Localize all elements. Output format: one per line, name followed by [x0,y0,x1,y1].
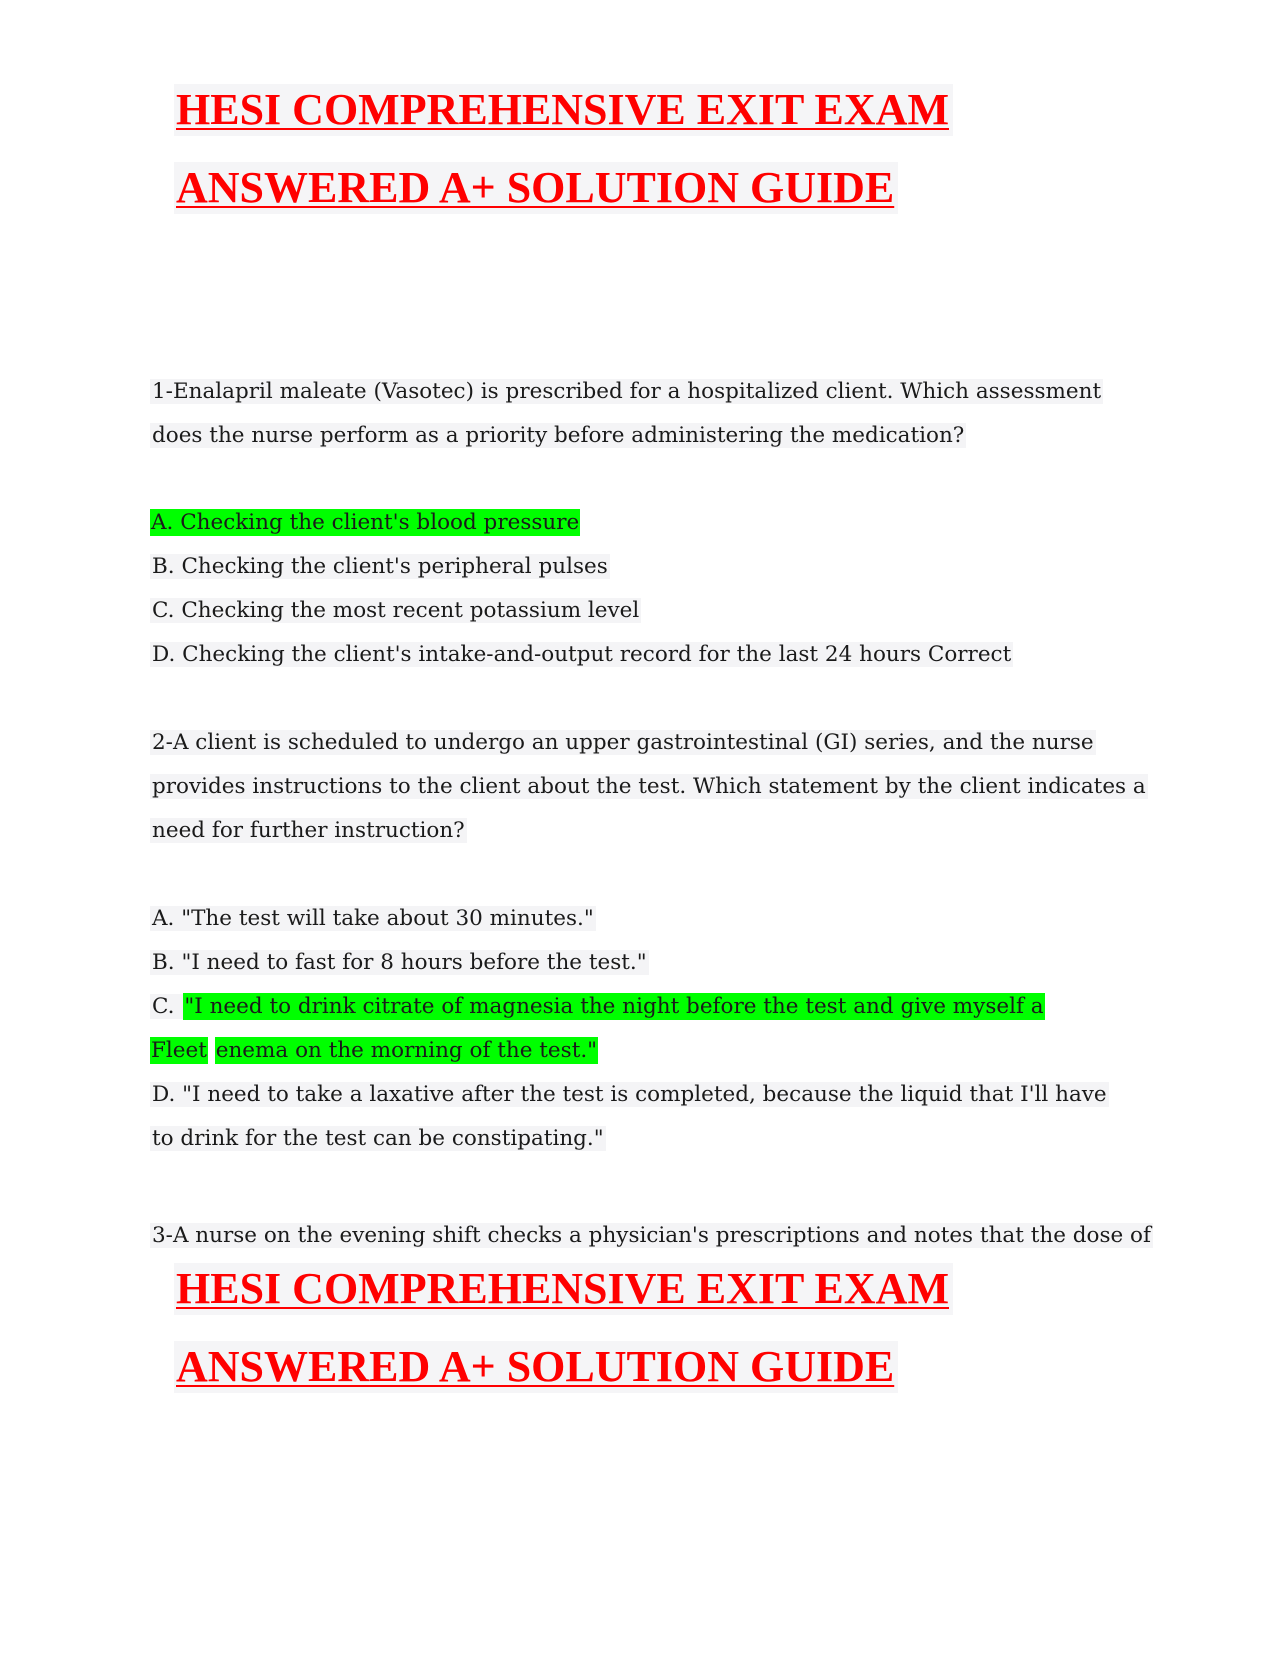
answer-option-d: D. Checking the client's intake-and-output record for the last 24 hours Correct [152,642,1012,667]
page-subtitle: ANSWERED A+ SOLUTION GUIDE [174,162,898,214]
question-stem-line: need for further instruction? [152,818,465,843]
page-title: HESI COMPREHENSIVE EXIT EXAM [174,84,953,136]
answer-option-b: B. "I need to fast for 8 hours before the test." [152,950,647,975]
answer-option-d: D. "I need to take a laxative after the test is completed, because the liquid that I'll have [152,1082,1107,1107]
answer-option-a-correct: A. Checking the client's blood pressure [151,510,580,535]
question-stem-line: provides instructions to the client about the test. Which statement by the client indicates a [152,774,1146,799]
answer-option-c-continued: Fleet enema on the morning of the test." [151,1038,598,1063]
question-stem-line: 1-Enalapril maleate (Vasotec) is prescribed for a hospitalized client. Which assessment [152,379,1102,404]
question-stem-line: 3-A nurse on the evening shift checks a physician's prescriptions and notes that the dose of [152,1223,1151,1248]
answer-option-d-continued: to drink for the test can be constipating." [152,1126,604,1151]
question-stem-line: does the nurse perform as a priority before administering the medication? [152,423,965,448]
question-stem-line: 2-A client is scheduled to undergo an upper gastrointestinal (GI) series, and the nurse [152,730,1094,755]
answer-option-c-correct: C. "I need to drink citrate of magnesia the night before the test and give myself a [152,994,1044,1019]
answer-option-c: C. Checking the most recent potassium level [152,598,640,623]
answer-option-a: A. "The test will take about 30 minutes." [152,906,594,931]
page-subtitle-repeat: ANSWERED A+ SOLUTION GUIDE [174,1341,898,1393]
answer-option-b: B. Checking the client's peripheral pulses [152,554,608,579]
page-title-repeat: HESI COMPREHENSIVE EXIT EXAM [174,1263,953,1315]
